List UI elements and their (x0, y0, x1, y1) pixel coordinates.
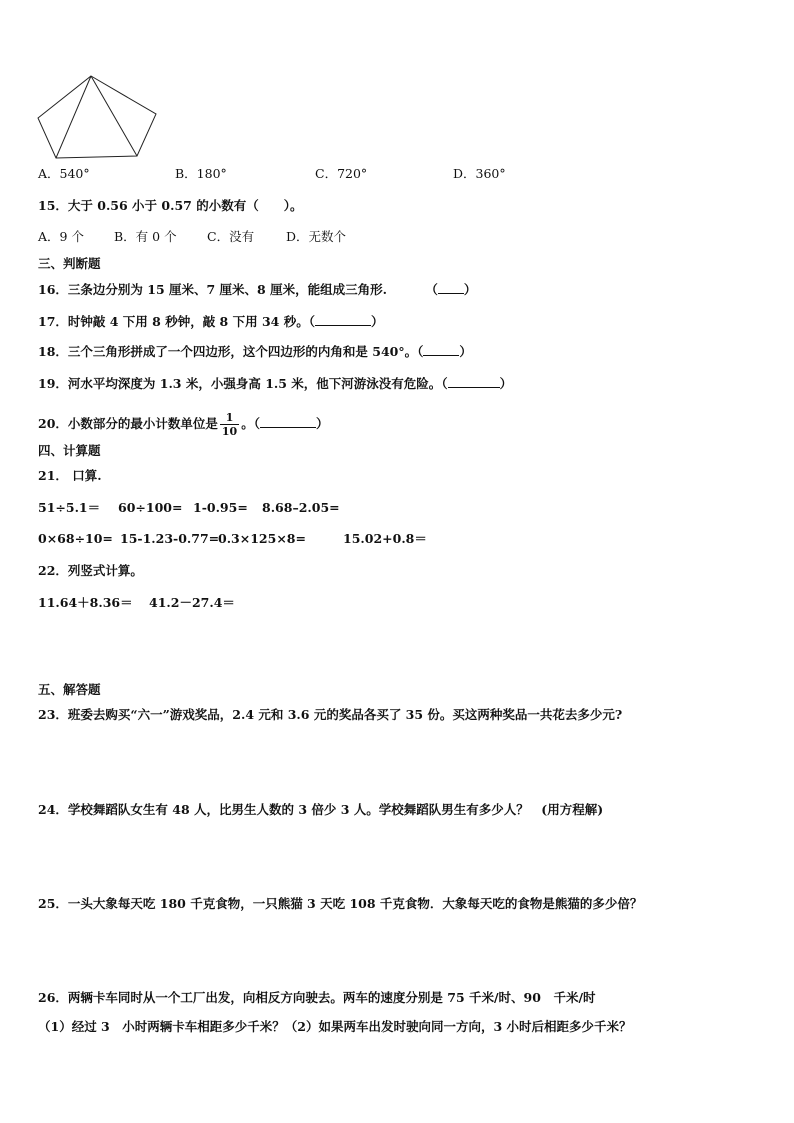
q17-text: 17．时钟敲 4 下用 8 秒钟，敲 8 下用 34 秒。 (38, 314, 309, 329)
q21-title: 21． 口算. (38, 468, 102, 483)
q16 (38, 281, 476, 298)
q15-option-b[interactable]: B．有 0 个 (114, 229, 177, 244)
q15-option-a[interactable]: A．9 个 (38, 229, 84, 244)
q19 (38, 375, 512, 392)
q21-item-6: 15-1.23-0.77= (120, 531, 220, 546)
q18-text: 18．三个三角形拼成了一个四边形，这个四边形的内角和是 540°。 (38, 344, 418, 359)
q21-item-8: 15.02+0.8＝ (343, 531, 427, 546)
q21-item-2: 60÷100= (118, 500, 183, 515)
q17-answer-blank[interactable]: （ ） (308, 314, 384, 329)
q23: 23．班委去购买“六一”游戏奖品，2.4 元和 3.6 元的奖品各买了 35 份。买这两种奖品一共花去多少元? (38, 707, 623, 722)
q22-item-2: 41.2－27.4＝ (149, 595, 235, 610)
pentagon-figure (36, 74, 160, 160)
q22-title: 22．列竖式计算。 (38, 563, 143, 578)
q15-option-c[interactable]: C．没有 (207, 229, 255, 244)
q19-text: 19．河水平均深度为 1.3 米，小强身高 1.5 米，他下河游泳没有危险。 (38, 376, 442, 391)
q22-item-1: 11.64＋8.36＝ (38, 595, 133, 610)
q14-option-b[interactable]: B．180° (175, 166, 227, 181)
pentagon-diagonal-2 (91, 76, 137, 156)
pentagon-diagonal-1 (56, 76, 91, 158)
q21-item-1: 51÷5.1＝ (38, 500, 101, 515)
q17 (38, 313, 383, 330)
q14-option-d[interactable]: D．360° (453, 166, 506, 181)
q21-item-3: 1-0.95= (193, 500, 248, 515)
q26-line-1: 26．两辆卡车同时从一个工厂出发，向相反方向驶去。两车的速度分别是 75 千米/时、90 千米/时 (38, 990, 596, 1005)
fraction-one-tenth: $\frac{1}{10}$ (221, 411, 238, 438)
q16-answer-blank[interactable]: （ ） (425, 282, 477, 297)
q19-answer-blank[interactable]: （ ） (441, 376, 513, 391)
section-judge-heading: 三、判断题 (38, 256, 101, 271)
q20: 20．小数部分的最小计数单位是 $\frac{1}{10}$ 。（ ） (38, 411, 329, 438)
pentagon-outline (38, 76, 156, 158)
q24: 24．学校舞蹈队女生有 48 人，比男生人数的 3 倍少 3 人。学校舞蹈队男生有多少人？ (用方程解) (38, 802, 604, 817)
q15-option-d[interactable]: D．无数个 (286, 229, 347, 244)
q25: 25．一头大象每天吃 180 千克食物，一只熊猫 3 天吃 108 千克食物．大象每天吃的食物是熊猫的多少倍？ (38, 896, 643, 911)
q21-item-5: 0×68÷10= (38, 531, 113, 546)
q18 (38, 343, 472, 360)
q18-answer-blank[interactable]: （ ） (417, 344, 472, 359)
section-answer-heading: 五、解答题 (38, 682, 101, 697)
q16-text: 16．三条边分别为 15 厘米、7 厘米、8 厘米，能组成三角形. (38, 282, 387, 297)
q20-answer-blank[interactable]: （ ） (253, 416, 329, 431)
q15-stem: 15．大于 0.56 小于 0.57 的小数有（ ）。 (38, 198, 303, 213)
q21-item-7: 0.3×125×8= (218, 531, 306, 546)
q14-option-c[interactable]: C．720° (315, 166, 368, 181)
q20-text: 20．小数部分的最小计数单位是 (38, 416, 218, 431)
q21-item-4: 8.68–2.05= (262, 500, 340, 515)
q14-option-a[interactable]: A．540° (38, 166, 90, 181)
section-calc-heading: 四、计算题 (38, 443, 101, 458)
q26-line-2: （1）经过 3 小时两辆卡车相距多少千米？（2）如果两车出发时驶向同一方向，3 小时后相距多少千米？ (38, 1019, 632, 1034)
